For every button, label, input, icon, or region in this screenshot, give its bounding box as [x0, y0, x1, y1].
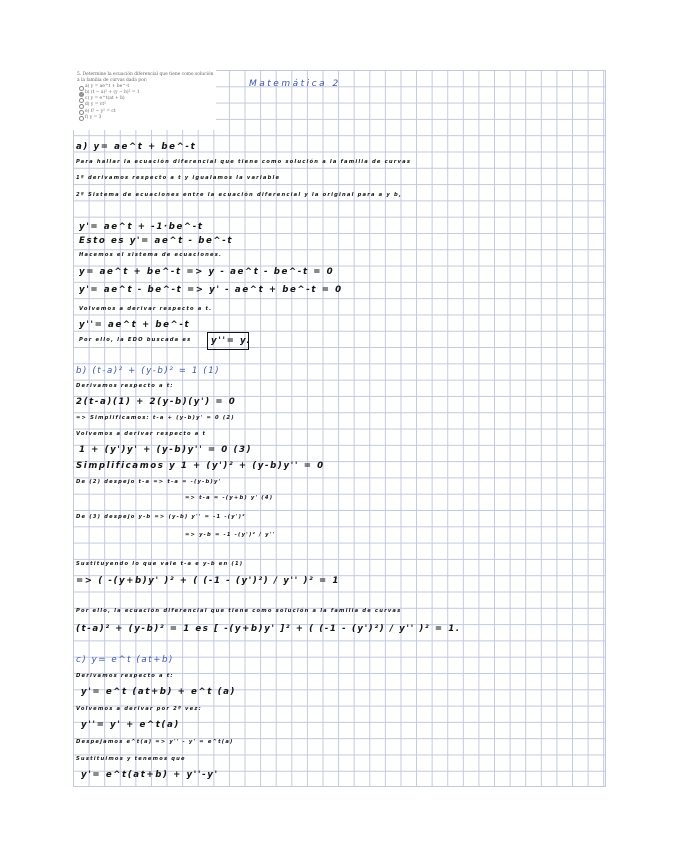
text-line: De (3) despejo y-b => (y-b) y'' = -1 -(y')²	[76, 514, 246, 520]
text-line: Sustituimos y tenemos que	[76, 756, 186, 762]
equation-line: y''= y' + e^t(a)	[81, 720, 180, 730]
page-title: Matemática 2	[249, 79, 341, 89]
text-line: => t-a = -(y+b) y' (4)	[185, 495, 274, 501]
text-line: Derivamos respecto a t:	[76, 673, 174, 679]
problem-text: 5. Determine la ecuación diferencial que tiene como solución a la familia de curvas dada por:	[77, 72, 214, 84]
option-e[interactable]: e) t² − y² = ct	[77, 109, 216, 115]
equation-line: y'= e^t (at+b) + e^t (a)	[81, 687, 237, 697]
text-line: Para hallar la ecuación diferencial que tiene como solución a la familia de curvas	[76, 159, 412, 165]
text-line: De (2) despejo t-a => t-a = -(y-b)y'	[76, 479, 222, 485]
text-line: => y-b = -1 -(y')² / y''	[185, 532, 276, 538]
equation-line: 2(t-a)(1) + 2(y-b)(y') = 0	[76, 397, 237, 407]
option-c[interactable]: c) y = e^t(at + b)	[77, 96, 216, 102]
part-a-title: a) y= ae^t + be^-t	[76, 142, 197, 152]
option-f[interactable]: f) y = 3	[77, 115, 216, 121]
text-line: Despejamos e^t(a) => y'' - y' = e^t(a)	[76, 739, 234, 745]
text-line: Volvemos a derivar respecto a t.	[79, 306, 213, 312]
equation-line: Esto es y'= ae^t - be^-t	[79, 236, 234, 246]
equation-line: => ( -(y+b)y' )² + ( (-1 - (y')²) / y'' )² = 1	[76, 576, 340, 586]
equation-line: 1 + (y')y' + (y-b)y'' = 0 (3)	[79, 445, 253, 455]
equation-line: (t-a)² + (y-b)² = 1 es [ -(y+b)y' ]² + ( (-1 - (y')²) / y'' )² = 1.	[76, 624, 461, 634]
radio-icon[interactable]	[79, 116, 84, 121]
text-line: 2º Sistema de ecuaciones entre la ecuación diferencial y la original para a y b,	[76, 192, 403, 198]
notebook-page	[73, 70, 606, 787]
part-c-title: c) y= e^t (at+b)	[76, 655, 175, 665]
option-a[interactable]: a) y = ae^t + be^-t	[77, 84, 216, 90]
equation-line: y''= ae^t + be^-t	[79, 320, 191, 330]
text-line: Por ello, la ecuación diferencial que tiene como solución a la familia de curvas	[76, 608, 402, 614]
answer-line: y''= y.	[211, 336, 252, 346]
text-line: Derivamos respecto a t:	[76, 383, 174, 389]
text-line: Sustituyendo lo que vale t-a e y-b en (1)	[76, 561, 244, 567]
equation-line: y'= ae^t - be^-t => y' - ae^t + be^-t = 0	[79, 285, 343, 295]
text-line: Volvemos a derivar respecto a t	[76, 431, 207, 437]
problem-statement	[73, 70, 216, 130]
option-b[interactable]: b) (t − a)² + (y − b)² = 1	[77, 90, 216, 96]
text-line: Por ello, la EDO buscada es	[79, 337, 192, 343]
equation-line: y'= ae^t + -1·be^-t	[79, 222, 204, 232]
text-line: Volvemos a derivar por 2ª vez:	[76, 706, 202, 712]
text-line: 1º derivamos respecto a t y igualamos la variable	[76, 175, 281, 181]
option-d[interactable]: d) y = ct²	[77, 102, 216, 108]
equation-line: y'= e^t(at+b) + y''-y'	[81, 770, 219, 780]
part-b-title: b) (t-a)² + (y-b)² = 1 (1)	[76, 366, 221, 376]
text-line: => Simplificamos: t-a + (y-b)y' = 0 (2)	[76, 415, 235, 421]
equation-line: Simplificamos y 1 + (y')² + (y-b)y'' = 0	[76, 461, 325, 471]
equation-line: y= ae^t + be^-t => y - ae^t - be^-t = 0	[79, 267, 335, 277]
text-line: Hacemos el sistema de ecuaciones.	[79, 252, 223, 258]
